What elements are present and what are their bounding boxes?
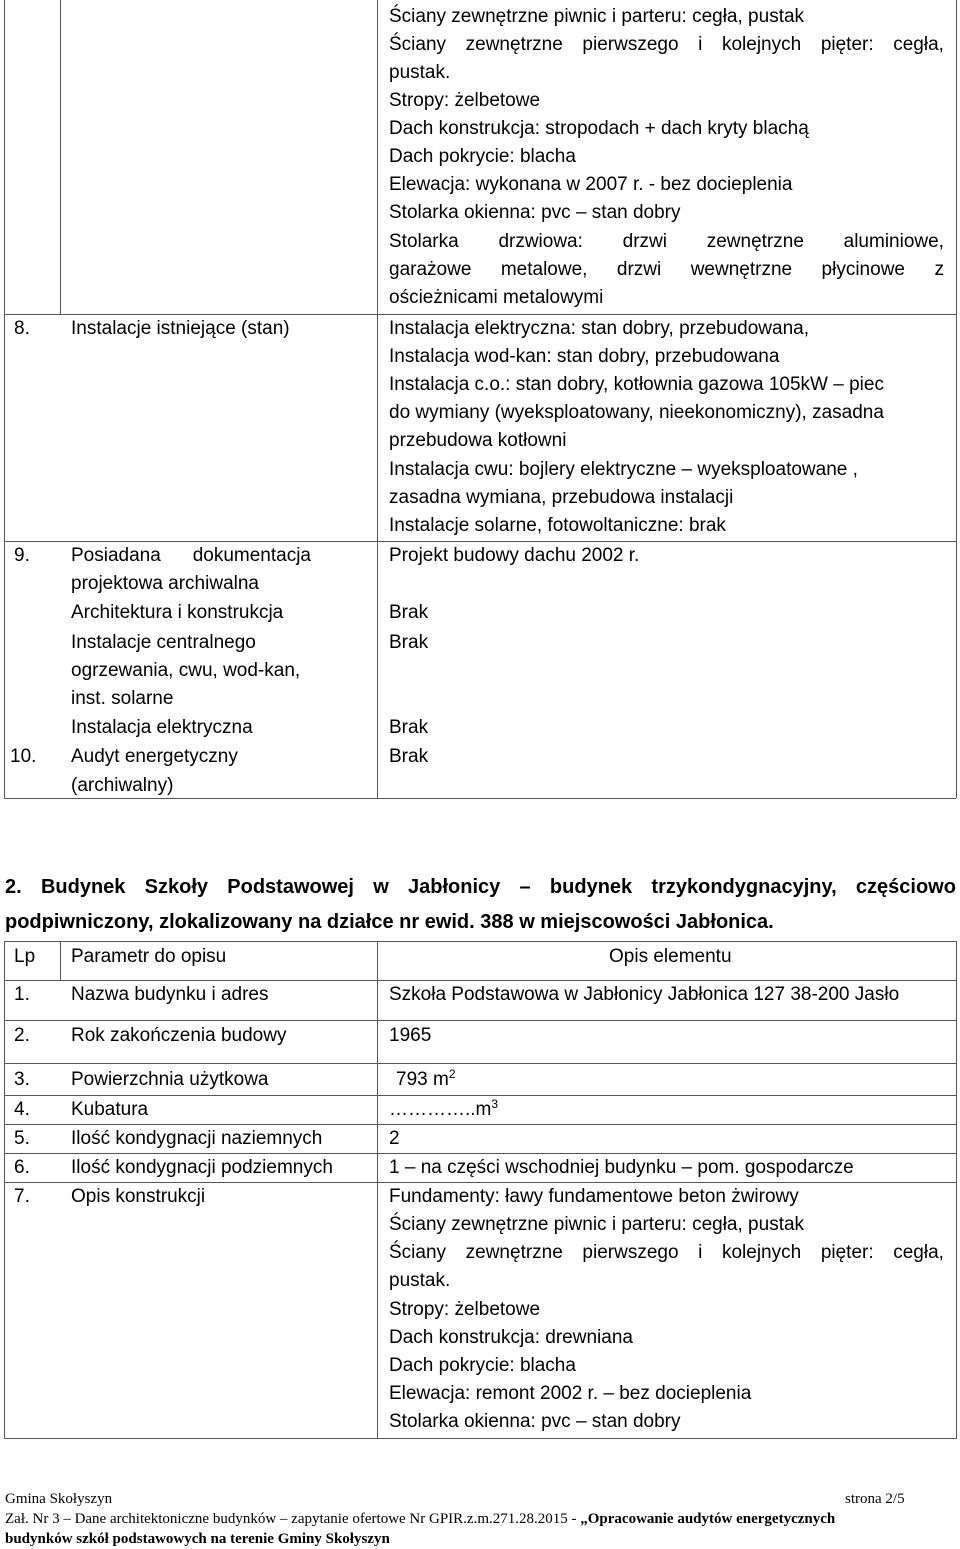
row10-value: Brak	[389, 746, 429, 767]
row7-desc-line: Fundamenty: ławy fundamentowe beton żwirowy	[389, 1186, 799, 1207]
area-unit-exponent: 2	[448, 1067, 456, 1081]
row9-desc: Projekt budowy dachu 2002 r.	[389, 545, 640, 566]
row7-desc-line: pustak.	[389, 62, 451, 83]
row7-desc-line: Stolarka okienna: pvc – stan dobry	[389, 202, 681, 223]
row7-desc-line: Ściany zewnętrzne pierwszego i kolejnych pięter: cegła,	[389, 34, 944, 55]
row-number: 9.	[14, 545, 30, 566]
table-2-row-divider	[4, 1020, 956, 1021]
table-2-row-divider	[4, 1153, 956, 1154]
row-desc: 1 – na części wschodniej budynku – pom. gospodarcze	[389, 1157, 854, 1178]
row7-desc-line: Dach konstrukcja: stropodach + dach kryty blachą	[389, 118, 809, 139]
table-1-row-divider	[4, 314, 956, 315]
row-param: (archiwalny)	[71, 775, 174, 796]
row-param: Instalacje istniejące (stan)	[71, 318, 290, 339]
row-desc	[396, 1069, 456, 1091]
row-param: Nazwa budynku i adres	[71, 984, 269, 1005]
row-desc: 2	[389, 1128, 400, 1149]
row-param: Audyt energetyczny	[71, 746, 238, 767]
table-1-left-border	[4, 0, 5, 798]
footer-attachment-title: „Opracowanie audytów energetycznych	[580, 1511, 836, 1527]
footer-attachment-title-cont: budynków szkół podstawowych na terenie Gminy Skołyszyn	[5, 1531, 390, 1547]
row-desc	[389, 1099, 498, 1121]
table-2-right-border	[956, 941, 957, 1439]
table-2-col-divider-2	[377, 941, 378, 1439]
sub-param: Instalacje centralnego	[71, 632, 256, 653]
table-2-row-divider	[4, 1182, 956, 1183]
sub-value: Brak	[389, 602, 429, 623]
table-1-bottom-border	[4, 798, 956, 799]
footer-page-number: strona 2/5	[845, 1491, 905, 1507]
row7-desc-line: Dach pokrycie: blacha	[389, 146, 576, 167]
row8-desc-line: zasadna wymiana, przebudowa instalacji	[389, 487, 734, 508]
sub-value: Brak	[389, 632, 429, 653]
row-desc: Szkoła Podstawowa w Jabłonicy Jabłonica 127 38-200 Jasło	[389, 984, 900, 1005]
row-number: 2.	[14, 1025, 30, 1046]
footer-municipality: Gmina Skołyszyn	[5, 1491, 113, 1507]
sub-param: ogrzewania, cwu, wod-kan,	[71, 660, 301, 681]
row-number: 10.	[10, 746, 37, 767]
table-1-col-divider-2	[377, 0, 378, 798]
table-2-row-divider	[4, 1095, 956, 1096]
row7-desc-line: garażowe metalowe, drzwi wewnętrzne płycinowe z	[389, 259, 944, 280]
row7-desc-line: Stolarka okienna: pvc – stan dobry	[389, 1411, 681, 1432]
row-number: 1.	[14, 984, 30, 1005]
row-param: Ilość kondygnacji podziemnych	[71, 1157, 333, 1178]
row7-desc-line: Ściany zewnętrzne piwnic i parteru: cegła, pustak	[389, 6, 805, 27]
table-2-bottom-border	[4, 1438, 956, 1439]
row7-desc-line: Stropy: żelbetowe	[389, 1299, 541, 1320]
footer-attachment-text: Zał. Nr 3 – Dane architektoniczne budynków – zapytanie ofertowe Nr GPIR.z.m.271.28.2015 -	[5, 1511, 581, 1527]
table-2-col-divider-1	[60, 941, 61, 980]
table-2-left-border	[4, 941, 5, 1439]
section-heading-line-2: podpiwniczony, zlokalizowany na działce nr ewid. 388 w miejscowości Jabłonica.	[5, 911, 774, 933]
sub-param: Architektura i konstrukcja	[71, 602, 284, 623]
row-number: 7.	[14, 1186, 30, 1207]
table-1-right-border	[956, 0, 957, 798]
row-param: Rok zakończenia budowy	[71, 1025, 287, 1046]
table-1-col-divider-1	[60, 0, 61, 314]
row7-desc-line: pustak.	[389, 1270, 451, 1291]
table-1-row-divider	[4, 541, 956, 542]
volume-unit-exponent: 3	[491, 1097, 499, 1111]
row7-desc-line: Stropy: żelbetowe	[389, 90, 541, 111]
row7-desc-line: Ściany zewnętrzne pierwszego i kolejnych pięter: cegła,	[389, 1242, 944, 1263]
header-param: Parametr do opisu	[71, 946, 227, 967]
row8-desc-line: Instalacja elektryczna: stan dobry, przebudowana,	[389, 318, 809, 339]
table-2-row-divider	[4, 980, 956, 981]
sub-value: Brak	[389, 717, 429, 738]
header-lp: Lp	[14, 946, 36, 967]
row-number: 5.	[14, 1128, 30, 1149]
sub-param: inst. solarne	[71, 688, 174, 709]
row-param: Posiadana dokumentacja	[71, 545, 311, 566]
row-param: Powierzchnia użytkowa	[71, 1069, 269, 1090]
row-param: Kubatura	[71, 1099, 149, 1120]
row-param: Ilość kondygnacji naziemnych	[71, 1128, 323, 1149]
row8-desc-line: przebudowa kotłowni	[389, 430, 567, 451]
header-desc: Opis elementu	[609, 946, 732, 967]
section-heading: 2. Budynek Szkoły Podstawowej w Jabłonicy – budynek trzykondygnacyjny, częściowo	[5, 876, 956, 898]
row7-desc-line: Stolarka drzwiowa: drzwi zewnętrzne aluminiowe,	[389, 231, 944, 252]
row-param: projektowa archiwalna	[71, 573, 259, 594]
footer-attachment-line	[5, 1511, 835, 1528]
row-number: 6.	[14, 1157, 30, 1178]
row-desc: 1965	[389, 1025, 432, 1046]
table-2-row-divider	[4, 1124, 956, 1125]
table-2-top-border	[4, 941, 956, 942]
row-number: 8.	[14, 318, 30, 339]
row8-desc-line: Instalacja c.o.: stan dobry, kotłownia gazowa 105kW – piec	[389, 374, 884, 395]
row-number: 3.	[14, 1069, 30, 1090]
table-2-row-divider	[4, 1063, 956, 1064]
row8-desc-line: Instalacje solarne, fotowoltaniczne: brak	[389, 515, 726, 536]
row8-desc-line: do wymiany (wyeksploatowany, nieekonomiczny), zasadna	[389, 402, 884, 423]
row7-desc-line: Ściany zewnętrzne piwnic i parteru: cegła, pustak	[389, 1214, 805, 1235]
row7-desc-line: Dach pokrycie: blacha	[389, 1355, 576, 1376]
sub-param: Instalacja elektryczna	[71, 717, 253, 738]
row8-desc-line: Instalacja cwu: bojlery elektryczne – wyeksploatowane ,	[389, 459, 858, 480]
row7-desc-line: Elewacja: remont 2002 r. – bez docieplenia	[389, 1383, 752, 1404]
area-value: 793 m	[396, 1069, 449, 1090]
row7-desc-line: ościeżnicami metalowymi	[389, 287, 604, 308]
row8-desc-line: Instalacja wod-kan: stan dobry, przebudowana	[389, 346, 780, 367]
row-param: Opis konstrukcji	[71, 1186, 206, 1207]
row7-desc-line: Dach konstrukcja: drewniana	[389, 1327, 633, 1348]
row-number: 4.	[14, 1099, 30, 1120]
row7-desc-line: Elewacja: wykonana w 2007 r. - bez docieplenia	[389, 174, 793, 195]
volume-value: …………..m	[389, 1099, 492, 1120]
